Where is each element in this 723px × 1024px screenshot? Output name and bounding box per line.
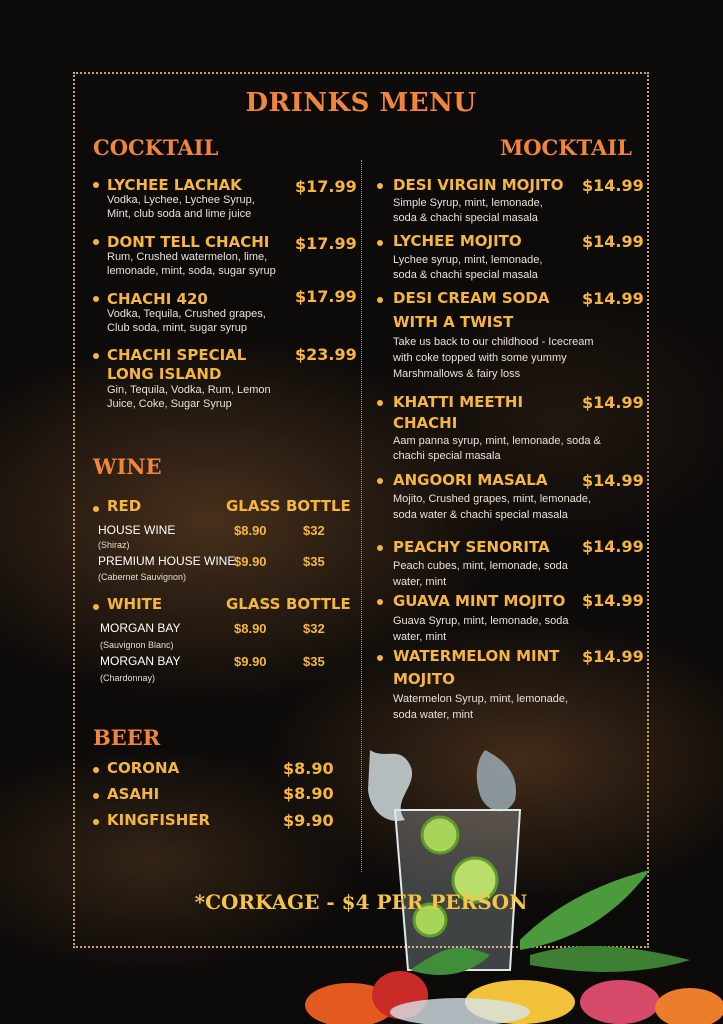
beer-item-name: ASAHI [107,785,160,803]
bullet-icon [377,655,383,661]
cocktail-item-price: $17.99 [295,287,357,306]
wine-glass-price: $9.90 [234,654,267,669]
bullet-icon [93,182,99,188]
mocktail-item-desc: water, mint [393,631,447,643]
wine-variety: (Chardonnay) [100,673,156,683]
mocktail-item-desc: Marshmallows & fairy loss [393,368,521,380]
mocktail-item-price: $14.99 [582,176,644,195]
wine-glass-price: $8.90 [234,621,267,636]
cocktail-item-desc: Gin, Tequila, Vodka, Rum, Lemon [107,384,271,396]
bullet-icon [377,599,383,605]
bottle-column-label: BOTTLE [286,595,351,613]
corkage-note: *CORKAGE - $4 PER PERSON [194,890,528,914]
wine-bottle-price: $35 [303,554,325,569]
menu-title: DRINKS MENU [245,88,477,118]
mocktail-item-name: MOJITO [393,670,455,688]
mocktail-item-desc: Watermelon Syrup, mint, lemonade, [393,693,569,705]
cocktail-item-price: $23.99 [295,345,357,364]
bullet-icon [377,297,383,303]
cocktail-item-desc: Vodka, Lychee, Lychee Syrup, [107,194,255,206]
cocktail-item-price: $17.99 [295,177,357,196]
wine-heading: WINE [93,454,162,479]
cocktail-item-name: DONT TELL CHACHI [107,233,270,251]
cocktail-item-desc: lemonade, mint, soda, sugar syrup [107,265,276,277]
mocktail-item-price: $14.99 [582,537,644,556]
mocktail-item-desc: soda water, mint [393,709,474,721]
mocktail-item-desc: soda water & chachi special masala [393,509,568,521]
cocktail-item-price: $17.99 [295,234,357,253]
cocktail-item-desc: Vodka, Tequila, Crushed grapes, [107,308,266,320]
glass-column-label: GLASS [226,595,281,613]
bullet-icon [377,240,383,246]
bullet-icon [93,296,99,302]
wine-variety: (Cabernet Sauvignon) [98,572,187,582]
mocktail-item-desc: Peach cubes, mint, lemonade, soda [393,560,568,572]
bullet-icon [93,767,99,773]
wine-bottle-price: $35 [303,654,325,669]
bottle-column-label: BOTTLE [286,497,351,515]
mocktail-item-desc: Lychee syrup, mint, lemonade, [393,254,543,266]
wine-variety: (Shiraz) [98,540,130,550]
wine-name: HOUSE WINE [98,523,176,537]
bullet-icon [93,353,99,359]
mocktail-item-name: DESI CREAM SODA [393,289,550,307]
wine-glass-price: $9.90 [234,554,267,569]
mocktail-item-desc: Guava Syrup, mint, lemonade, soda [393,615,569,627]
bullet-icon [377,545,383,551]
mocktail-item-name: LYCHEE MOJITO [393,232,522,250]
cocktail-item-name: LYCHEE LACHAK [107,176,242,194]
wine-name: PREMIUM HOUSE WINE [98,554,236,568]
mocktail-item-desc: Take us back to our childhood - Icecream [393,336,594,348]
mocktail-item-desc: soda & chachi special masala [393,269,538,281]
wine-red-label: RED [107,497,142,515]
mocktail-item-desc: soda & chachi special masala [393,212,538,224]
beer-heading: BEER [93,725,161,750]
mocktail-item-price: $14.99 [582,289,644,308]
bullet-icon [93,239,99,245]
bullet-icon [93,604,99,610]
mocktail-item-desc: Simple Syrup, mint, lemonade, [393,197,543,209]
mocktail-item-name: KHATTI MEETHI [393,393,524,411]
wine-bottle-price: $32 [303,523,325,538]
wine-variety: (Sauvignon Blanc) [100,640,174,650]
mocktail-item-price: $14.99 [582,647,644,666]
mocktail-item-price: $14.99 [582,393,644,412]
beer-item-price: $9.90 [283,811,334,830]
mojito-glass-illustration [290,740,723,1024]
mocktail-item-desc: with coke topped with some yummy [393,352,567,364]
mocktail-item-name: CHACHI [393,414,458,432]
mocktail-item-desc: Mojito, Crushed grapes, mint, lemonade, [393,493,592,505]
wine-name: MORGAN BAY [100,621,181,635]
mocktail-item-name: DESI VIRGIN MOJITO [393,176,564,194]
cocktail-item-desc: Rum, Crushed watermelon, lime, [107,251,268,263]
cocktail-item-desc: Juice, Coke, Sugar Syrup [107,398,232,410]
cocktail-item-name: CHACHI 420 [107,290,208,308]
mocktail-item-name: WITH A TWIST [393,313,514,331]
mocktail-heading: MOCKTAIL [500,135,632,160]
beer-item-name: CORONA [107,759,180,777]
wine-glass-price: $8.90 [234,523,267,538]
bullet-icon [93,793,99,799]
beer-item-price: $8.90 [283,759,334,778]
cocktail-item-desc: Mint, club soda and lime juice [107,208,252,220]
mocktail-item-name: PEACHY SENORITA [393,538,550,556]
bullet-icon [93,819,99,825]
wine-bottle-price: $32 [303,621,325,636]
mocktail-item-name: GUAVA MINT MOJITO [393,592,566,610]
mocktail-item-price: $14.99 [582,471,644,490]
bullet-icon [377,400,383,406]
mocktail-item-price: $14.99 [582,591,644,610]
cocktail-item-name: LONG ISLAND [107,365,222,383]
mocktail-item-price: $14.99 [582,232,644,251]
cocktail-heading: COCKTAIL [93,135,219,160]
wine-name: MORGAN BAY [100,654,181,668]
cocktail-item-desc: Club soda, mint, sugar syrup [107,322,248,334]
cocktail-item-name: CHACHI SPECIAL [107,346,247,364]
mocktail-item-name: ANGOORI MASALA [393,471,548,489]
bullet-icon [377,478,383,484]
bullet-icon [377,183,383,189]
bullet-icon [93,506,99,512]
mocktail-item-desc: water, mint [393,576,447,588]
beer-item-price: $8.90 [283,784,334,803]
glass-column-label: GLASS [226,497,281,515]
mocktail-item-desc: Aam panna syrup, mint, lemonade, soda & [393,435,601,447]
mocktail-item-desc: chachi special masala [393,450,501,462]
beer-item-name: KINGFISHER [107,811,211,829]
wine-white-label: WHITE [107,595,163,613]
mocktail-item-name: WATERMELON MINT [393,647,560,665]
